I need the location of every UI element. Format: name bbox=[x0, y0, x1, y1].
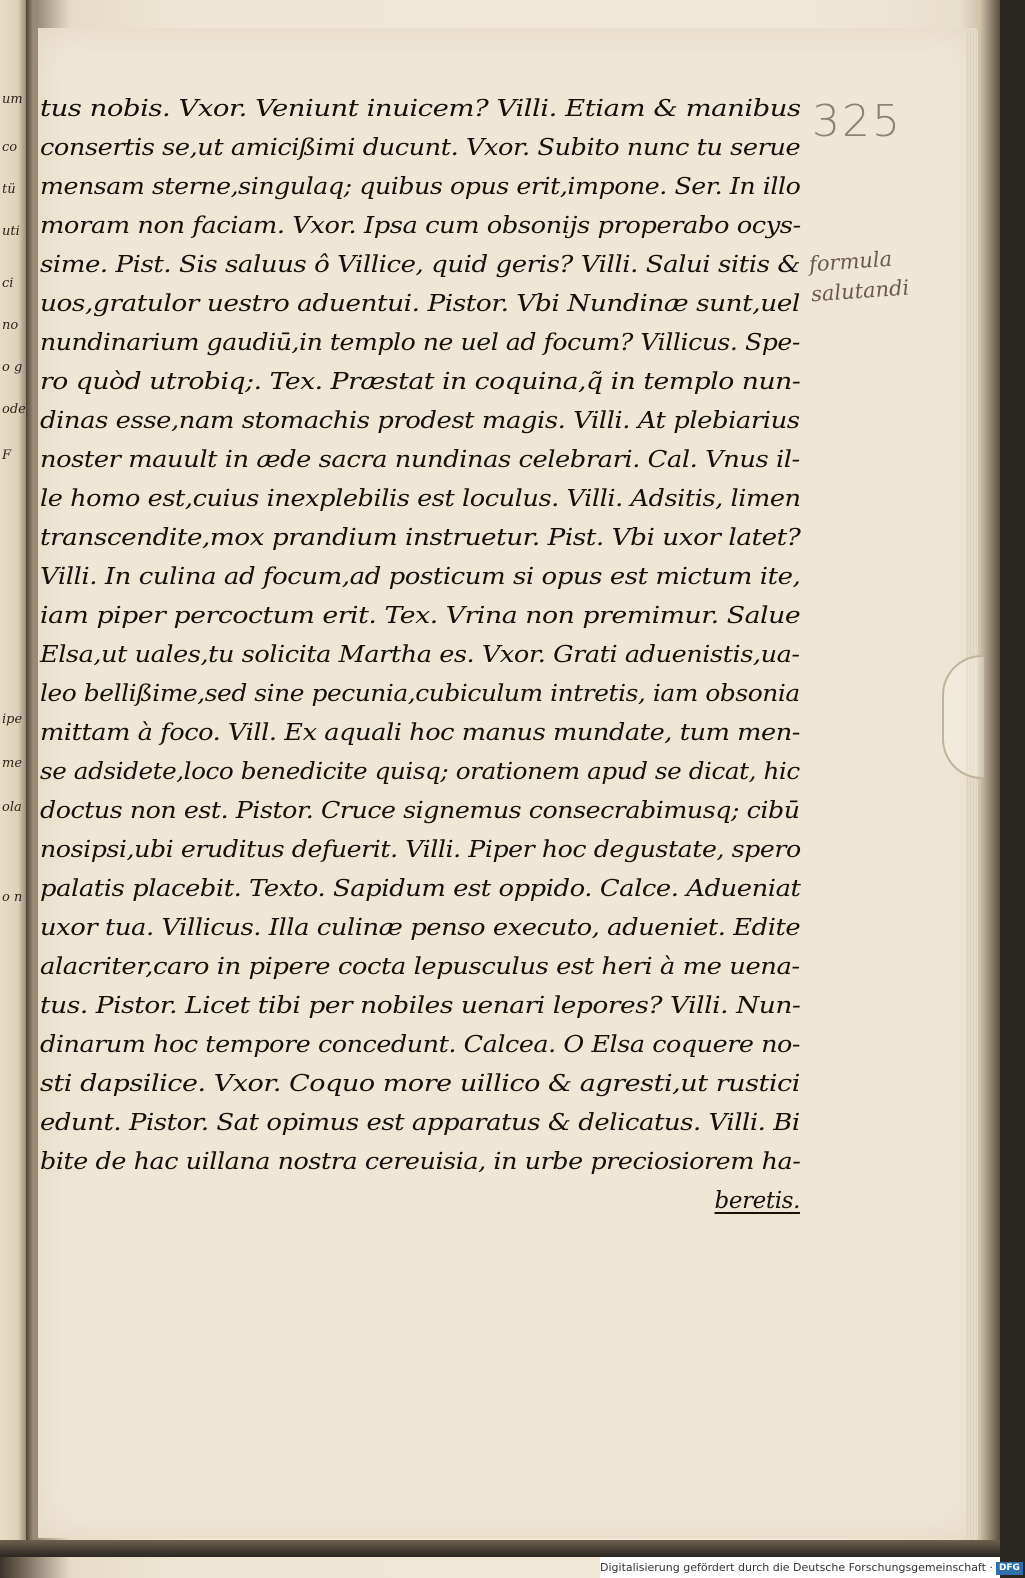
text-line: nosipsi,ubi eruditus defuerit. Villi. Piper hoc degustate, spero bbox=[40, 837, 801, 863]
digitization-credit bbox=[600, 1557, 1020, 1578]
text-line: nundinarium gaudiū,in templo ne uel ad focum? Villicus. Spe- bbox=[40, 330, 800, 356]
text-line: bite de hac uillana nostra cereuisia, in urbe preciosiorem ha- bbox=[40, 1149, 801, 1175]
scan-bottom-border bbox=[0, 1540, 1000, 1557]
text-line: iam piper percoctum erit. Tex. Vrina non premimur. Salue bbox=[40, 603, 801, 629]
text-line: Elsa,ut uales,tu solicita Martha es. Vxor. Grati aduenistis,ua- bbox=[40, 642, 800, 668]
text-line: le homo est,cuius inexplebilis est loculus. Villi. Adsitis, limen bbox=[40, 486, 801, 512]
dfg-logo: DFG bbox=[996, 1562, 1023, 1575]
text-line: palatis placebit. Texto. Sapidum est oppido. Calce. Adueniat bbox=[40, 876, 801, 902]
text-line: noster mauult in æde sacra nundinas celebrari. Cal. Vnus il- bbox=[40, 447, 800, 473]
facing-page-fragment: ci bbox=[2, 276, 14, 291]
text-line: moram non faciam. Vxor. Ipsa cum obsonijs properabo ocys- bbox=[40, 213, 801, 239]
page-clip-outline bbox=[942, 655, 984, 779]
facing-page-fragment: ola bbox=[2, 800, 22, 815]
text-line: uos,gratulor uestro aduentui. Pistor. Vbi Nundinæ sunt,uel bbox=[40, 291, 800, 317]
facing-page-fragment: ipe bbox=[2, 712, 23, 727]
margin-note-line: salutandi bbox=[810, 275, 910, 307]
facing-page-fragment: me bbox=[2, 756, 23, 771]
text-line: dinarum hoc tempore concedunt. Calcea. O Elsa coquere no- bbox=[40, 1032, 801, 1058]
facing-page-fragment: co bbox=[2, 140, 18, 155]
text-line: alacriter,caro in pipere cocta lepusculus est heri à me uena- bbox=[40, 954, 800, 980]
text-line: tus nobis. Vxor. Veniunt inuicem? Villi. Etiam & manibus bbox=[40, 96, 801, 122]
margin-note-line: formula bbox=[808, 246, 893, 277]
text-line: sime. Pist. Sis saluus ô Villice, quid geris? Villi. Salui sitis & bbox=[40, 252, 801, 278]
page-edge-stack bbox=[966, 30, 978, 1540]
facing-page-fragment: ode bbox=[2, 402, 26, 417]
facing-page-fragment: o n bbox=[2, 890, 23, 905]
page-number: 325 bbox=[812, 96, 902, 147]
text-line: mensam sterne,singulaq; quibus opus erit,impone. Ser. In illo bbox=[40, 174, 801, 200]
text-line: mittam à foco. Vill. Ex aquali hoc manus mundate, tum men- bbox=[40, 720, 800, 746]
text-line: tus. Pistor. Licet tibi per nobiles uenari lepores? Villi. Nun- bbox=[40, 993, 801, 1019]
facing-page-fragment: no bbox=[2, 318, 19, 333]
text-line: sti dapsilice. Vxor. Coquo more uillico & agresti,ut rustici bbox=[40, 1071, 800, 1097]
text-line: Villi. In culina ad focum,ad posticum si opus est mictum ite, bbox=[40, 564, 801, 590]
text-line: se adsidete,loco benedicite quisq; orationem apud se dicat, hic bbox=[40, 759, 800, 785]
catchword-line: beretis. bbox=[714, 1188, 800, 1214]
text-line: leo bellißime,sed sine pecunia,cubiculum intretis, iam obsonia bbox=[40, 681, 800, 707]
facing-page-fragment: F bbox=[2, 448, 12, 463]
text-line: consertis se,ut amicißimi ducunt. Vxor. Subito nunc tu serue bbox=[40, 135, 801, 161]
facing-page-fragment: um bbox=[2, 92, 23, 107]
text-line: uxor tua. Villicus. Illa culinæ penso executo, adueniet. Edite bbox=[40, 915, 801, 941]
text-line: transcendite,mox prandium instruetur. Pist. Vbi uxor latet? bbox=[40, 525, 801, 551]
text-line: doctus non est. Pistor. Cruce signemus consecrabimusq; cibū bbox=[40, 798, 800, 824]
facing-page-fragment: o g bbox=[2, 360, 23, 375]
text-line: dinas esse,nam stomachis prodest magis. Villi. At plebiarius bbox=[40, 408, 800, 434]
facing-page-fragment: uti bbox=[2, 224, 20, 239]
facing-page-fragment: tü bbox=[2, 182, 16, 197]
text-line: ro quòd utrobiq;. Tex. Præstat in coquina,q̃ in templo nun- bbox=[40, 369, 801, 395]
page-text-block bbox=[40, 90, 800, 1221]
credit-separator: · bbox=[985, 1561, 993, 1574]
credit-text: Digitalisierung gefördert durch die Deutsche Forschungsgemeinschaft bbox=[600, 1561, 986, 1574]
text-line: edunt. Pistor. Sat opimus est apparatus & delicatus. Villi. Bi bbox=[40, 1110, 800, 1136]
